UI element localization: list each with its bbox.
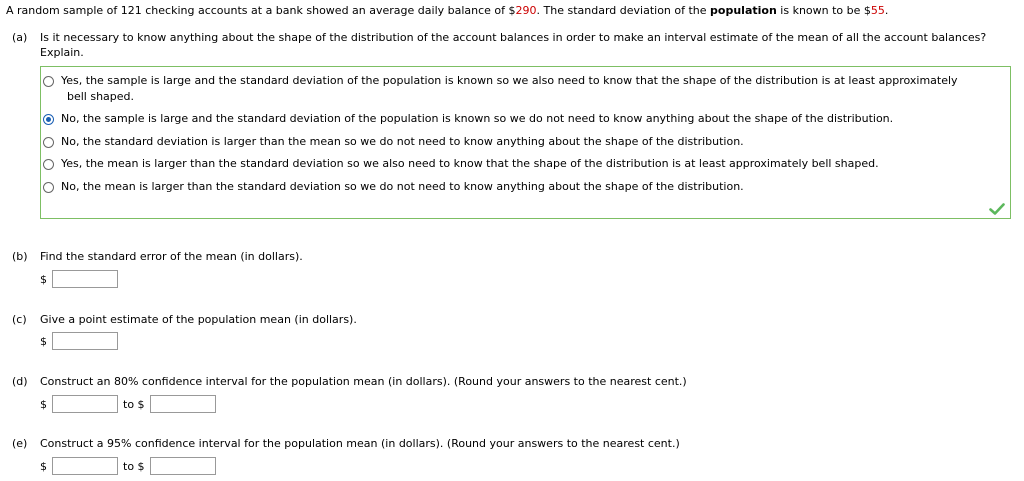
option-4[interactable] [43,158,879,172]
option-5-text: No, the mean is larger than the standard deviation so we do not need to know anything about the shape of the distribution. [61,180,744,193]
part-e-question: Construct a 95% confidence interval for the population mean (in dollars). (Round your answers to the nearest cent.) [40,437,680,450]
part-d-dollar-sign: $ [40,398,47,411]
option-2-text: No, the sample is large and the standard deviation of the population is known so we do not need to know anything about the shape of the distribution. [61,112,894,125]
option-2[interactable] [43,113,893,127]
part-d-question: Construct an 80% confidence interval for the population mean (in dollars). (Round your answers to the nearest cent.) [40,375,687,388]
option-1-line1: Yes, the sample is large and the standard deviation of the population is known so we also need to know that the shape of the distribution is at least approximately [61,74,958,87]
part-c-dollar-sign: $ [40,335,47,348]
part-d-to-label: to $ [123,398,145,411]
part-e-dollar-sign: $ [40,460,47,473]
part-e-to-label: to $ [123,460,145,473]
radio-option-1[interactable] [43,76,54,87]
option-1-text [61,73,958,105]
ci80-lower-input[interactable] [52,395,118,413]
point-estimate-input[interactable] [52,332,118,350]
checkmark-icon [989,203,1005,215]
part-c-label: (c) [12,313,27,326]
part-a-options-panel [40,66,1011,219]
option-5[interactable] [43,181,744,195]
part-a-label: (a) [12,31,28,44]
part-b-question: Find the standard error of the mean (in dollars). [40,250,303,263]
intro-bold-population: population [710,4,777,17]
part-d-label: (d) [12,375,28,388]
intro-text-3: is known to be $ [776,4,871,17]
intro-text-2: . The standard deviation of the [536,4,711,17]
intro-text-4: . [884,4,889,17]
radio-option-5[interactable] [43,182,54,193]
ci80-upper-input[interactable] [150,395,216,413]
population-sd-value: 55 [870,4,885,17]
part-c-question: Give a point estimate of the population mean (in dollars). [40,313,357,326]
intro-text-1: A random sample of 121 checking accounts at a bank showed an average daily balance of $ [6,4,516,17]
part-b-dollar-sign: $ [40,273,47,286]
part-e-label: (e) [12,437,28,450]
radio-option-4[interactable] [43,159,54,170]
option-1[interactable] [43,75,958,105]
part-b-label: (b) [12,250,28,263]
option-4-text: Yes, the mean is larger than the standard deviation so we also need to know that the shape of the distribution is at least approximately bell shaped. [61,157,879,170]
sample-mean-value: 290 [515,4,537,17]
ci95-upper-input[interactable] [150,457,216,475]
problem-statement [6,4,888,17]
part-a-question: Is it necessary to know anything about the shape of the distribution of the account balances in order to make an interval estimate of the mean of all the account balances? [40,31,987,44]
option-3[interactable] [43,136,744,150]
ci95-lower-input[interactable] [52,457,118,475]
option-3-text: No, the standard deviation is larger than the mean so we do not need to know anything about the shape of the distribution. [61,135,744,148]
radio-option-2-selected[interactable] [43,114,54,125]
option-1-line2: bell shaped. [67,90,135,103]
standard-error-input[interactable] [52,270,118,288]
radio-option-3[interactable] [43,137,54,148]
part-a-question-line2: Explain. [40,46,84,59]
